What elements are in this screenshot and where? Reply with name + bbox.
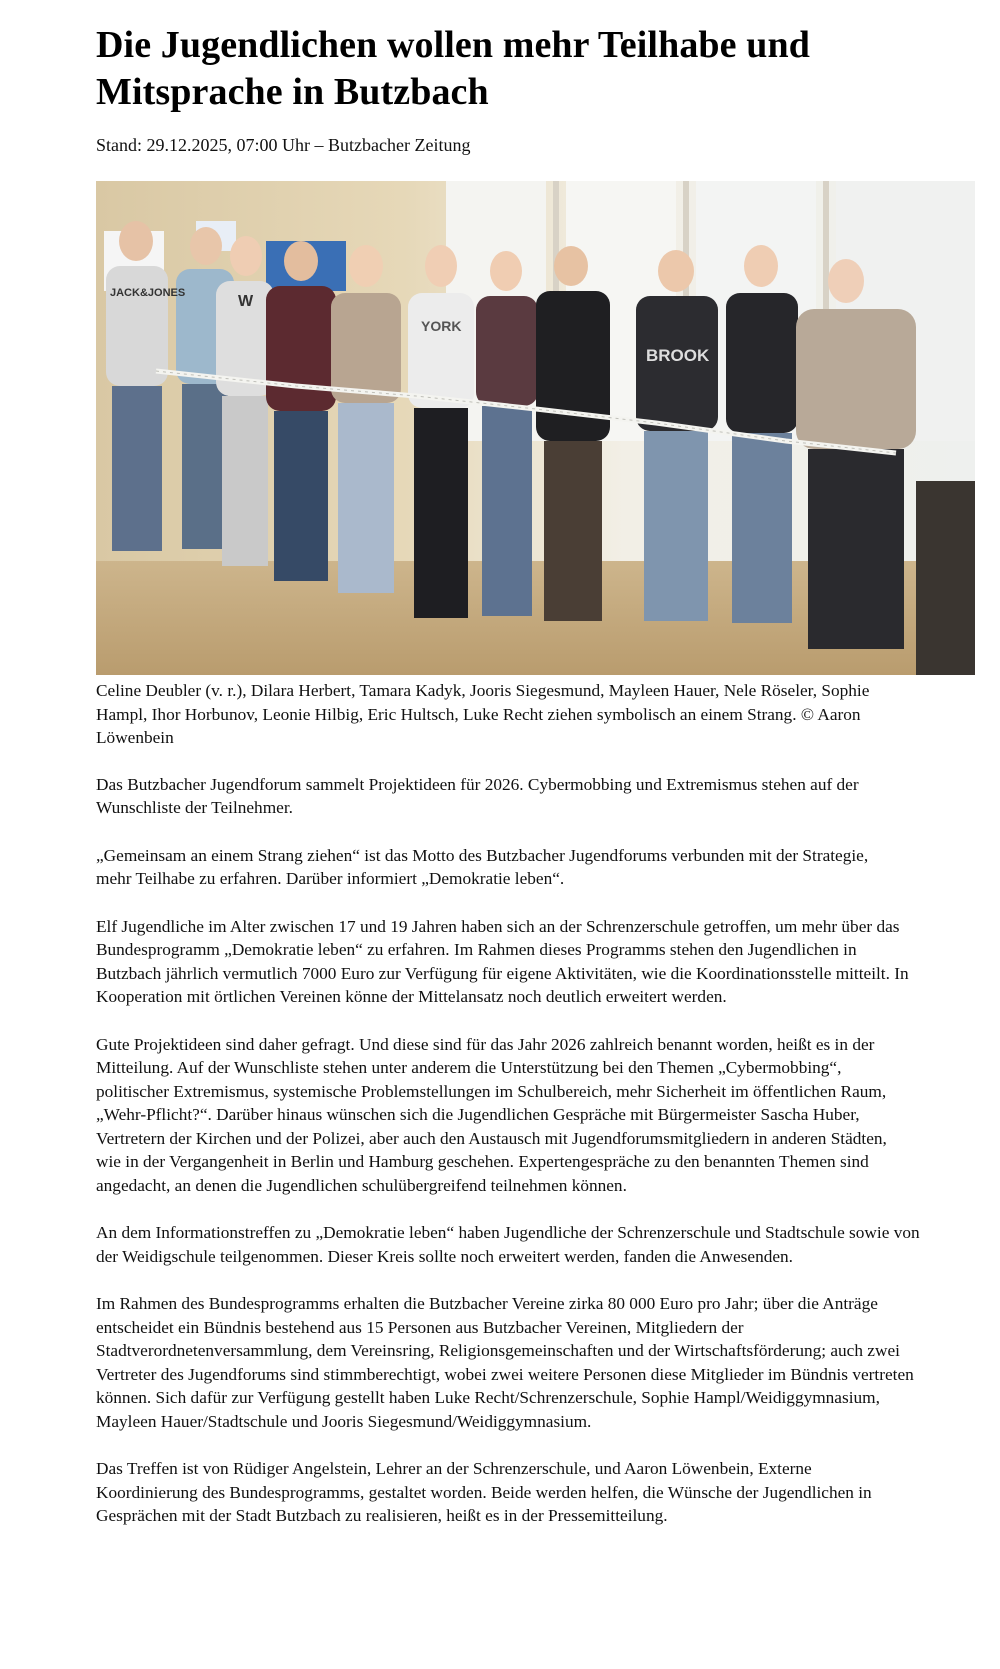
shirt-text: YORK [421, 318, 462, 334]
article-paragraph: Gute Projektideen sind daher gefragt. Und diese sind für das Jahr 2026 zahlreich benannt worden, heißt es in der Mitteilung. Auf der Wunschliste stehen unter anderem die Unterstützung bei den Themen „Cybermobbing“, politischer Extremismus, systemische Problemstellungen im Schulbereich, mehr Sicherheit im öffentlichen Raum, „Wehr-Pflicht?“. Darüber hinaus wünschen sich die Jugendlichen Gespräche mit Bürgermeister Sascha Huber, Vertretern der Kirchen und der Polizei, aber auch den Austausch mit Jugendforumsmitgliedern in anderen Städten, wie in der Vergangenheit in Berlin und Hamburg geschehen. Expertengespräche zu den benannten Themen sind angedacht, an denen die Jugendlichen schulübergreifend teilnehmen können. [96, 1034, 887, 1195]
article-title: Die Jugendlichen wollen mehr Teilhabe und Mitsprache in Butzbach [96, 24, 810, 113]
article-paragraph: An dem Informationstreffen zu „Demokratie leben“ haben Jugendliche der Schrenzerschule und Stadtschule sowie von der Weidigschule teilgenommen. Dieser Kreis sollte noch erweitert werden, fanden die Anwesenden. [96, 1223, 920, 1266]
article-paragraph: „Gemeinsam an einem Strang ziehen“ ist das Motto des Butzbacher Jugendforums verbunden mit der Strategie, mehr Teilhabe zu erfahren. Darüber informiert „Demokratie leben“. [96, 845, 869, 888]
article-paragraph: Das Treffen ist von Rüdiger Angelstein, Lehrer an der Schrenzerschule, und Aaron Löwenbein, Externe Koordinierung des Bundesprogramms, gestaltet worden. Beide werden helfen, die Wünsche der Jugendlichen in Gesprächen mit der Stadt Butzbach zu realisieren, heißt es in der Pressemitteilung. [96, 1459, 872, 1525]
article-paragraph: Im Rahmen des Bundesprogramms erhalten die Butzbacher Vereine zirka 80 000 Euro pro Jahr; über die Anträge entscheidet ein Bündnis bestehend aus 15 Personen aus Butzbacher Vereinen, Mitgliedern der Stadtverordnetenversammlung, dem Vereinsring, Religionsgemeinschaften und der Wirtschaftsförderung; auch zwei Vertreter des Jugendforums sind stimmberechtigt, wobei zwei weitere Personen diese Mitglieder im Bündnis vertreten können. Sich dafür zur Verfügung gestellt haben Luke Recht/Schrenzerschule, Sophie Hampl/Weidiggymnasium, Mayleen Hauer/Stadtschule und Jooris Siegesmund/Weidiggymnasium. [96, 1294, 914, 1431]
article-meta: Stand: 29.12.2025, 07:00 Uhr – Butzbacher Zeitung [96, 135, 471, 155]
shirt-text: BROOK [646, 346, 710, 365]
article-paragraph: Elf Jugendliche im Alter zwischen 17 und 19 Jahren haben sich an der Schrenzerschule getroffen, um mehr über das Bundesprogramm „Demokratie leben“ zu erfahren. Im Rahmen dieses Programms stehen den Jugendlichen in Butzbach jährlich vermutlich 7000 Euro zur Verfügung für eigene Aktivitäten, wie die Koordinationsstelle mitteilt. In Kooperation mit örtlichen Vereinen könne der Mittelansatz noch deutlich erweitert werden. [96, 916, 909, 1006]
photo-caption: Celine Deubler (v. r.), Dilara Herbert, Tamara Kadyk, Jooris Siegesmund, Mayleen Hauer, Nele Röseler, Sophie Hampl, Ihor Horbunov, Leonie Hilbig, Eric Hultsch, Luke Recht ziehen symbolisch an einem Strang. © Aaron Löwenbein [96, 681, 870, 747]
shirt-text: JACK&JONES [110, 287, 186, 299]
article [96, 22, 976, 1528]
article-body [96, 773, 976, 1528]
shirt-text: W [238, 293, 254, 310]
article-paragraph: Das Butzbacher Jugendforum sammelt Projektideen für 2026. Cybermobbing und Extremismus stehen auf der Wunschliste der Teilnehmer. [96, 774, 859, 817]
article-photo [96, 181, 975, 675]
